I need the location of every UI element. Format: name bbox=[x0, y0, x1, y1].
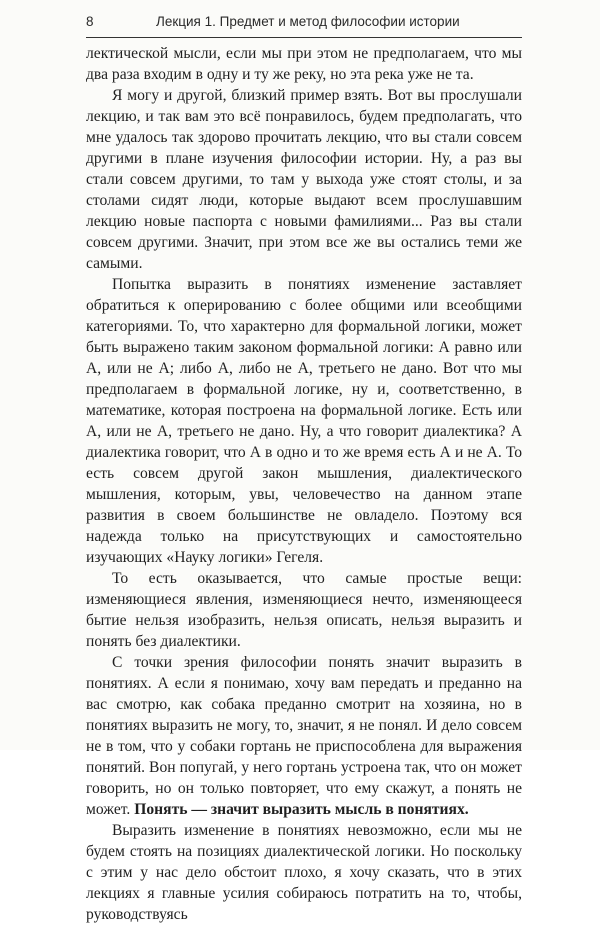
paragraph bbox=[86, 820, 522, 925]
paragraph bbox=[86, 85, 522, 274]
paragraph-continuation bbox=[86, 43, 522, 85]
page-header bbox=[86, 12, 522, 34]
paragraph bbox=[86, 274, 522, 568]
header-rule bbox=[86, 37, 522, 38]
running-title: Лекция 1. Предмет и метод философии истории bbox=[156, 14, 460, 29]
paragraph bbox=[86, 652, 522, 820]
paragraph-text: С точки зрения философии понять значит выразить в понятиях. А если я понимаю, хочу вам передать и преданно на вас смотрю, как собака преданно смотрит на хозяина, но в понятиях выразить не могу, то, значит, я не понял. И дело совсем не в том, что у собаки гортань не приспособлена для выражения понятий. Вон попугай, у него гортань устроена так, что он может говорить, но он только повторяет, что ему скажут, а понять не может. bbox=[86, 654, 522, 818]
paragraph bbox=[86, 568, 522, 652]
page-number: 8 bbox=[86, 14, 94, 29]
bold-definition: Понять — значит выразить мысль в понятиях. bbox=[134, 801, 469, 818]
paragraph-text: Я могу и другой, близкий пример взять. Вот вы прослушали лекцию, и так вам это всё понравилось, будем предполагать, что мне удалось так здорово прочитать лекцию, что вы стали совсем другими в плане изучения философии истории. Ну, а раз вы стали совсем другими, то там у выхода уже стоят столы, и за столами сидят люди, которые выдают всем прослушавшим лекцию новые паспорта с новыми фамилиями... Раз вы стали совсем другими. Значит, при этом все же вы остались теми же самыми. bbox=[86, 87, 522, 272]
body-text bbox=[86, 43, 522, 925]
paragraph-text: лектической мысли, если мы при этом не предполагаем, что мы два раза входим в одну и ту же реку, но эта река уже не та. bbox=[86, 45, 522, 83]
paragraph-text: Попытка выразить в понятиях изменение заставляет обратиться к оперированию с более общими или всеобщими категориями. То, что характерно для формальной логики, может быть выражено таким законом формальной логики: А равно или А, или не А; либо А, либо не А, третьего не дано. Вот что мы предполагаем в формальной логике, ну и, соответственно, в математике, которая построена на формальной логике. Есть или А, или не А, третьего не дано. Ну, а что говорит диалектика? А диалектика говорит, что А в одно и то же время есть А и не А. То есть совсем другой закон мышления, диалектического мышления, которым, увы, человечество на данном этапе развития в своем большинстве не овладело. Поэтому вся надежда только на присутствующих и самостоятельно изучающих «Науку логики» Гегеля. bbox=[86, 276, 522, 566]
paragraph-text: Выразить изменение в понятиях невозможно, если мы не будем стоять на позициях диалектической логики. Но поскольку с этим у нас дело обстоит плохо, я хочу сказать, что в этих лекциях я главные усилия собираюсь потратить на то, чтобы, руководствуясь bbox=[86, 822, 522, 923]
paragraph-text: То есть оказывается, что самые простые вещи: изменяющиеся явления, изменяющиеся нечто, изменяющееся бытие нельзя изобразить, нельзя описать, нельзя выразить и понять без диалектики. bbox=[86, 570, 522, 650]
